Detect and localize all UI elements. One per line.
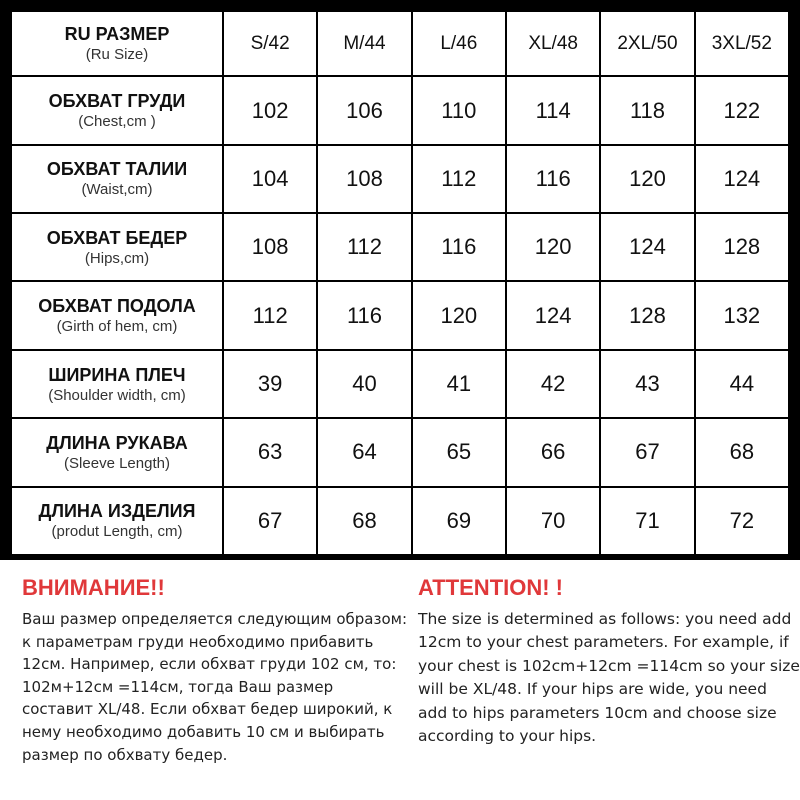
attention-text-en: The size is determined as follows: you need add 12cm to your chest parameters. For example, if your chest is 102cm+12cm =114cm so your size will be XL/48. If your hips are wide, you need add to hips parameters 10cm and choose size according to your hips.	[418, 610, 800, 746]
table-row	[11, 350, 789, 418]
measurement-cell: 108	[223, 213, 317, 281]
measurement-cell: 40	[317, 350, 411, 418]
attention-text-ru: Ваш размер определяется следующим образом: к параметрам груди необходимо прибавить 12см. Например, если обхват груди 102 см, то: 102м+12см =114см, тогда Ваш размер составит XL/48. Если обхват бедер широкий, к нему необходимо добавить 10 см и выбирать размер по обхвату бедер.	[22, 610, 408, 764]
measurement-cell: 68	[695, 418, 789, 486]
table-row	[11, 418, 789, 486]
measurement-cell: 112	[317, 213, 411, 281]
measurement-cell: 42	[506, 350, 600, 418]
measurement-cell: 63	[223, 418, 317, 486]
measurement-cell: 128	[695, 213, 789, 281]
measurement-cell: 67	[600, 418, 694, 486]
measurement-cell: 39	[223, 350, 317, 418]
row-label: RU РАЗМЕР	[64, 24, 170, 45]
measurement-cell: 44	[695, 350, 789, 418]
measurement-cell: 69	[412, 487, 506, 555]
measurement-cell: 122	[695, 76, 789, 144]
measurement-cell: 124	[600, 213, 694, 281]
measurement-cell: 120	[412, 281, 506, 349]
measurement-cell: 116	[317, 281, 411, 349]
measurement-cell: 124	[506, 281, 600, 349]
measurement-cell: 128	[600, 281, 694, 349]
measurement-cell: 116	[506, 145, 600, 213]
row-sublabel: (Waist,cm)	[81, 181, 153, 199]
measurement-cell: 116	[412, 213, 506, 281]
size-table	[10, 10, 790, 556]
measurement-cell: 43	[600, 350, 694, 418]
row-label-cell	[11, 487, 223, 555]
measurement-cell: 120	[600, 145, 694, 213]
row-sublabel: (Hips,cm)	[84, 249, 150, 267]
measurement-cell: 41	[412, 350, 506, 418]
attention-note-ru	[0, 560, 410, 800]
measurement-cell: 106	[317, 76, 411, 144]
row-sublabel: (Shoulder width, cm)	[48, 386, 186, 404]
row-label: ОБХВАТ ТАЛИИ	[46, 159, 188, 180]
attention-title-en: ATTENTION! !	[418, 575, 564, 600]
row-label: ОБХВАТ ПОДОЛА	[38, 296, 196, 317]
table-row	[11, 281, 789, 349]
measurement-cell: 110	[412, 76, 506, 144]
row-label-cell	[11, 281, 223, 349]
measurement-cell: 71	[600, 487, 694, 555]
row-label: ОБХВАТ БЕДЕР	[46, 227, 188, 248]
table-row	[11, 213, 789, 281]
measurement-cell: 132	[695, 281, 789, 349]
attention-title-ru: ВНИМАНИЕ!!	[22, 575, 165, 600]
header-label-cell	[11, 11, 223, 76]
measurement-cell: 66	[506, 418, 600, 486]
measurement-cell: 104	[223, 145, 317, 213]
measurement-cell: 67	[223, 487, 317, 555]
size-header-cell: S/42	[223, 11, 317, 76]
measurement-cell: 124	[695, 145, 789, 213]
table-row	[11, 76, 789, 144]
measurement-cell: 114	[506, 76, 600, 144]
row-sublabel: (Ru Size)	[85, 46, 149, 64]
measurement-cell: 65	[412, 418, 506, 486]
measurement-cell: 108	[317, 145, 411, 213]
size-header-cell: M/44	[317, 11, 411, 76]
size-header-cell: 3XL/52	[695, 11, 789, 76]
measurement-cell: 70	[506, 487, 600, 555]
row-label-cell	[11, 418, 223, 486]
measurement-cell: 72	[695, 487, 789, 555]
measurement-cell: 112	[223, 281, 317, 349]
attention-note-en	[410, 560, 800, 800]
row-label-cell	[11, 350, 223, 418]
size-header-cell: L/46	[412, 11, 506, 76]
measurement-cell: 102	[223, 76, 317, 144]
row-label-cell	[11, 213, 223, 281]
row-sublabel: (Chest,cm )	[78, 113, 156, 130]
row-label: ШИРИНА ПЛЕЧ	[48, 364, 186, 385]
row-label: ОБХВАТ ГРУДИ	[48, 91, 186, 111]
row-label-cell	[11, 76, 223, 144]
measurement-cell: 64	[317, 418, 411, 486]
size-header-cell: XL/48	[506, 11, 600, 76]
table-row	[11, 145, 789, 213]
row-sublabel: (Sleeve Length)	[64, 454, 170, 472]
row-sublabel: (produt Length, cm)	[51, 523, 183, 541]
row-label-cell	[11, 145, 223, 213]
size-header-cell: 2XL/50	[600, 11, 694, 76]
row-sublabel: (Girth of hem, cm)	[56, 318, 178, 336]
row-label: ДЛИНА РУКАВА	[46, 432, 188, 453]
measurement-cell: 112	[412, 145, 506, 213]
measurement-cell: 120	[506, 213, 600, 281]
measurement-cell: 118	[600, 76, 694, 144]
row-label: ДЛИНА ИЗДЕЛИЯ	[38, 501, 196, 522]
table-header-row	[11, 11, 789, 76]
measurement-cell: 68	[317, 487, 411, 555]
table-row	[11, 487, 789, 555]
